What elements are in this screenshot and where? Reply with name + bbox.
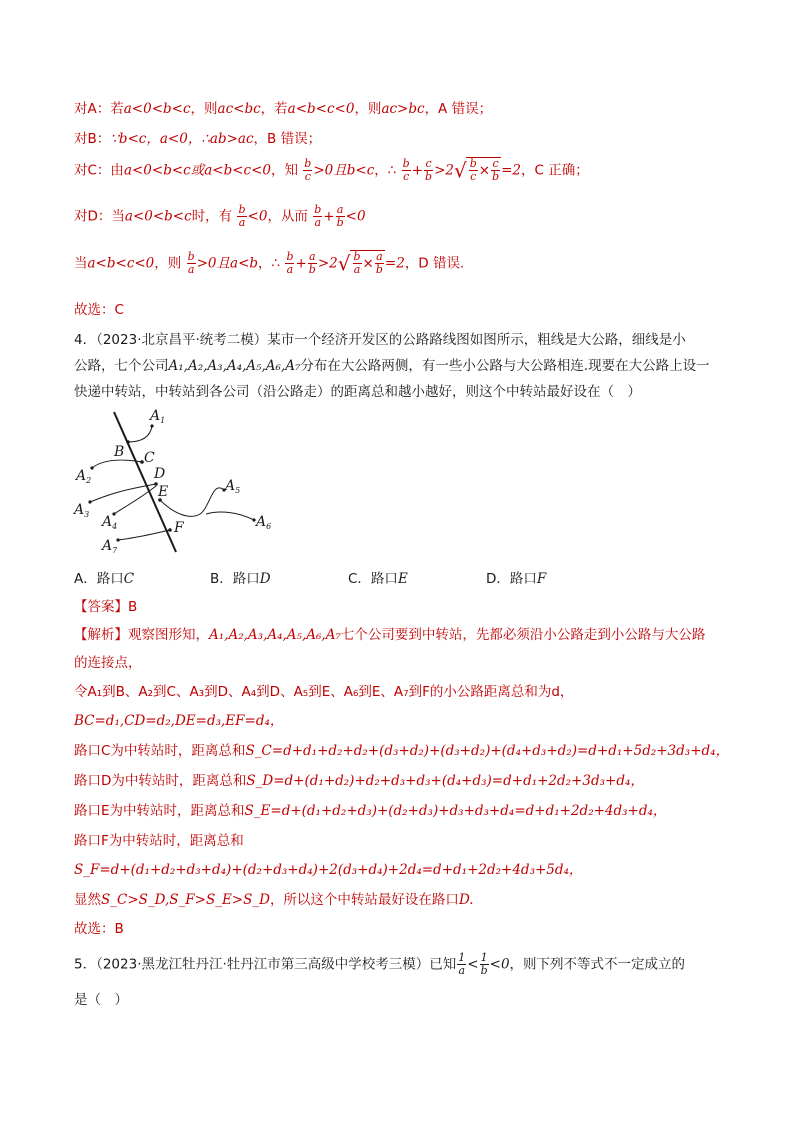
label-a2: $A_2$ (76, 468, 92, 485)
road-a2 (92, 460, 142, 468)
analysis-line-6: 路口D为中转站时，距离总和S_D=d+(d₁+d₂)+d₂+d₃+d₃+(d₄+d₃)=d+d₁+2d₂+3d₃+d₄， (74, 773, 644, 789)
analysis-line-8: 路口F为中转站时，距离总和 (74, 833, 244, 849)
company-a7-dot (116, 538, 119, 541)
road-a1 (128, 426, 152, 442)
junction-b (126, 440, 130, 444)
label-e: E (158, 484, 169, 500)
company-a2-dot (90, 466, 93, 469)
company-a1-dot (150, 424, 153, 427)
solution-d-1: 对D：当a<0<b<c时，有 $\frac{b}{a}$ <0，从而 $\frac{b}{a}$ + $\frac{a}{b}$ <0 (74, 203, 366, 229)
label-a3: $A_3$ (74, 502, 90, 519)
q5-line-2: 是（ ） (74, 992, 128, 1008)
option-c: C．路口E (348, 571, 408, 587)
analysis-line-1: 【解析】观察图形知，A₁,A₂,A₃,A₄,A₅,A₆,A₇七个公司要到中转站，先都必须沿小公路走到小公路与大公路 (74, 627, 706, 643)
analysis-line-10: 显然S_C>S_D,S_F>S_E>S_D，所以这个中转站最好设在路口D. (74, 892, 474, 908)
q4-line-3: 快递中转站，中转站到各公司（沿公路走）的距离总和越小越好，则这个中转站最好设在（ ） (74, 384, 641, 400)
answer-3: 故选：C (74, 302, 124, 318)
road-a7 (118, 530, 170, 540)
road-a4 (114, 486, 156, 514)
option-b: B．路口D (210, 571, 271, 587)
solution-d-2: 当a<b<c<0，则 $\frac{b}{a}$ >0且a<b，∴ $\frac{b}{a}$ + $\frac{a}{b}$ >2√ $\frac{b}{a}$ × $\frac{a}{b}$ =2，D 错误. (74, 250, 465, 276)
label-a5: $A_5$ (225, 478, 241, 495)
q4-line-1: 4．（2023·北京昌平·统考二模）某市一个经济开发区的公路路线图如图所示，粗线是大公路，细线是小 (74, 332, 686, 348)
solution-b: 对B：∵b<c，a<0，∴ab>ac，B 错误； (74, 131, 322, 147)
junction-f (168, 528, 172, 532)
label-a4: $A_4$ (102, 514, 118, 531)
label-d: D (154, 466, 166, 482)
answer-4: 故选：B (74, 921, 124, 937)
analysis-line-7: 路口E为中转站时，距离总和S_E=d+(d₁+d₂+d₃)+(d₂+d₃)+d₃+d₃+d₄=d+d₁+2d₂+4d₃+d₄， (74, 803, 667, 819)
label-c: C (144, 450, 155, 466)
option-d: D．路口F (486, 571, 547, 587)
analysis-line-5: 路口C为中转站时，距离总和S_C=d+d₁+d₂+d₂+(d₃+d₂)+(d₃+d₂)+(d₄+d₃+d₂)=d+d₁+5d₂+3d₃+d₄， (74, 743, 730, 759)
answer-tag: 【答案】B (74, 599, 138, 615)
label-b: B (114, 444, 125, 460)
solution-a: 对A：若a<0<b<c，则ac<bc，若a<b<c<0，则ac>bc，A 错误； (74, 101, 493, 117)
label-a7: $A_7$ (102, 538, 118, 555)
company-a3-dot (88, 500, 91, 503)
label-a6: $A_6$ (256, 514, 272, 531)
q4-line-2: 公路，七个公司A₁,A₂,A₃,A₄,A₅,A₆,A₇分布在大公路两侧，有一些小公路与大公路相连.现要在大公路上设一 (74, 358, 710, 374)
company-a4-dot (112, 512, 115, 515)
analysis-line-9: S_F=d+(d₁+d₂+d₃+d₄)+(d₂+d₃+d₄)+2(d₃+d₄)+2d₄=d+d₁+2d₂+4d₃+5d₄， (74, 862, 583, 878)
option-a: A．路口C (74, 571, 135, 587)
analysis-line-4: BC=d₁,CD=d₂,DE=d₃,EF=d₄， (74, 713, 284, 729)
label-f: F (174, 520, 184, 536)
analysis-line-2: 的连接点， (74, 655, 142, 671)
solution-c: 对C：由a<0<b<c或a<b<c<0，知 $\frac{b}{c}$ >0且b<c，∴ $\frac{b}{c}$ + $\frac{c}{b}$ >2√ $\frac{b}{c}$ × $\frac{c}{b}$ =2，C 正确； (74, 157, 589, 183)
q5-line-1: 5．（2023·黑龙江牡丹江·牡丹江市第三高级中学校考三模）已知 $\frac{1}{a}$ < $\frac{1}{b}$ <0，则下列不等式不一定成立的 (74, 951, 686, 977)
label-a1: $A_1$ (150, 408, 166, 425)
road-a6 (206, 512, 254, 520)
analysis-line-3: 令A₁到B、A₂到C、A₃到D、A₄到D、A₅到E、A₆到E、A₇到F的小公路距离总和为d， (74, 684, 574, 700)
road-diagram (70, 402, 290, 562)
